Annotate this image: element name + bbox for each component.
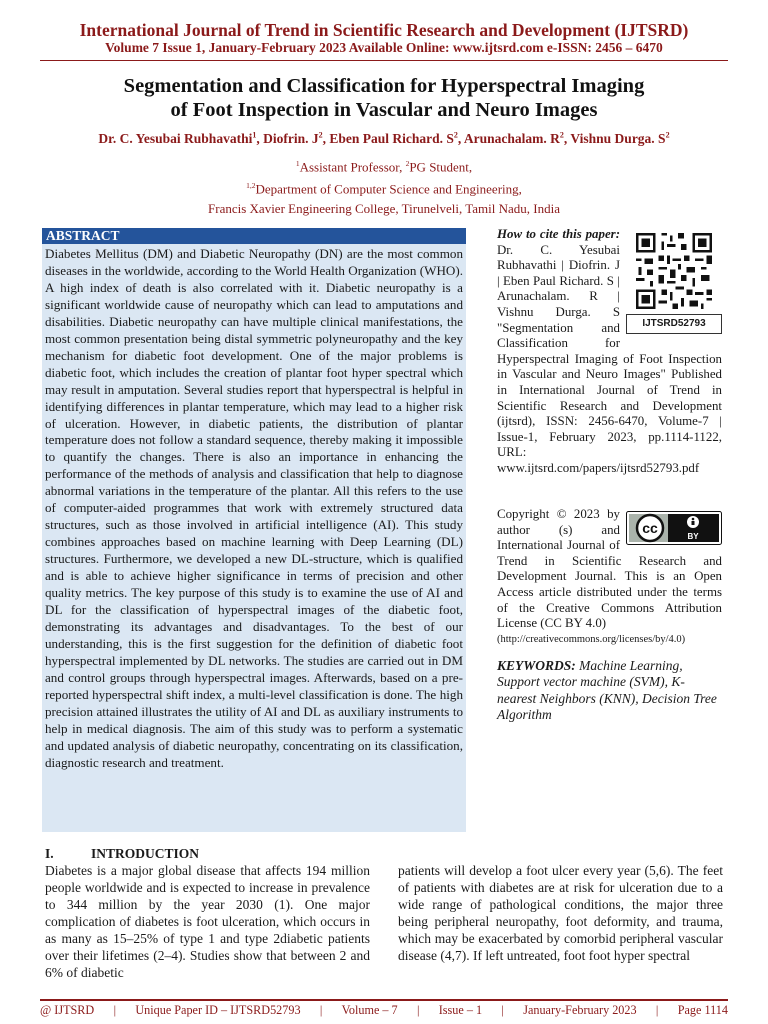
license-url[interactable]: (http://creativecommons.org/licenses/by/4.0) xyxy=(497,633,686,645)
intro-column-right: patients will develop a foot ulcer every year (5,6). The feet of patients with diabetes are at risk for ulceration due to a wide range of pathological conditions, the major three being peripheral neuropathy, foot deformity, and trauma, which may be exacerbated by comorbid peripheral vascular disease (4,7). If left untreated, foot foot hyper spectral xyxy=(398,863,723,963)
footer-date: January-February 2023 xyxy=(523,1003,637,1017)
author: Dr. C. Yesubai Rubhavathi$^1$, xyxy=(98,130,264,146)
abstract-heading: ABSTRACT xyxy=(42,228,466,244)
section-heading-introduction xyxy=(45,846,199,862)
author: Arunachalam. $R^2$, xyxy=(463,130,571,146)
footer-sep: | xyxy=(416,1003,420,1017)
footer-divider xyxy=(40,999,728,1001)
citation-text: Dr. C. Yesubai Rubhavathi | Diofrin. J | Eben Paul Richard. S | Arunachalam. R | Vishnu Durga. S "Segmentation and Classification for Hyperspectral Imaging of Foot Inspection in Vascular and Neuro Images" Published in International Journal of Trend in Scientific Research and Development (ijtsrd), ISSN: 2456-6470, Volume-7 | Issue-1, February 2023, pp.1114-1122, URL: www.ijtsrd.com/papers/ijtsrd52793.pdf xyxy=(497,242,722,475)
journal-header: International Journal of Trend in Scientific Research and Development (IJTSRD) xyxy=(79,20,689,40)
cc-badge-text: cc xyxy=(642,520,658,536)
section-title: INTRODUCTION xyxy=(91,846,200,861)
header-divider xyxy=(40,60,728,61)
copyright-block xyxy=(497,507,722,647)
affiliations xyxy=(0,154,768,218)
qr-code-icon xyxy=(633,230,715,312)
copyright-text: Copyright © 2023 by author (s) and International Journal of Trend in Scientific Research and Development Journal. This is an Open Access article distributed under the terms of the Creative Commons Attribution License (CC BY 4.0) xyxy=(497,507,722,631)
footer-sep: | xyxy=(113,1003,117,1017)
footer-sep: | xyxy=(501,1003,504,1017)
title-line-1: Segmentation and Classification for Hyperspectral Imaging xyxy=(123,75,645,97)
by-badge-text: BY xyxy=(687,532,699,541)
paper-title xyxy=(0,74,768,122)
footer-sep: | xyxy=(655,1003,659,1017)
paper-id-label: IJTSRD52793 xyxy=(626,314,722,334)
citation-block xyxy=(497,227,722,477)
abstract-box xyxy=(42,228,466,832)
footer-volume: Volume – 7 xyxy=(341,1003,398,1017)
issue-line: Volume 7 Issue 1, January-February 2023 Available Online: www.ijtsrd.com e-ISSN: 2456 – 6470 xyxy=(105,40,663,55)
footer-paper-id: Unique Paper ID – IJTSRD52793 xyxy=(135,1003,301,1017)
section-number: I. xyxy=(45,846,54,861)
author-list xyxy=(0,130,768,147)
page-footer xyxy=(40,1003,728,1018)
author: Eben Paul Richard. $S^2$, xyxy=(329,130,464,146)
footer-sep: | xyxy=(319,1003,323,1017)
cc-by-license-icon xyxy=(626,511,722,545)
keywords-block xyxy=(497,658,722,724)
author: Vishnu Durga. $S^2$ xyxy=(570,130,670,146)
keywords-label: KEYWORDS: xyxy=(497,658,576,673)
affiliation-roles: $^1$Assistant Professor, $^2$PG Student, xyxy=(295,159,473,175)
author: Diofrin. $J^2$, xyxy=(263,130,330,146)
footer-issue: Issue – 1 xyxy=(438,1003,483,1017)
affiliation-college: Francis Xavier Engineering College, Tirunelveli, Tamil Nadu, India xyxy=(208,200,560,216)
qr-block xyxy=(626,230,722,334)
footer-page-number: Page 1114 xyxy=(677,1003,728,1017)
intro-column-left: Diabetes is a major global disease that affects 194 million people worldwide and is expected to increase in prevalence to 344 million by the year 2030 (1). One major complication of diabetes is foot ulceration, which occurs in as many as 15–25% of type 1 and type 2diabetic patients over their lifetimes (2–4). Studies show that between 2 and 6% of diabetic xyxy=(45,863,370,980)
title-line-2: of Foot Inspection in Vascular and Neuro Images xyxy=(170,99,598,121)
footer-journal: @ IJTSRD xyxy=(40,1003,95,1017)
citation-label: How to cite this paper: xyxy=(497,227,620,241)
keywords-text: Machine Learning, Support vector machine (SVM), K-nearest Neighbors (KNN), Decision Tree Algorithm xyxy=(497,658,717,723)
affiliation-department: $^{1,2}$Department of Computer Science and Engineering, xyxy=(246,181,522,197)
abstract-text: Diabetes Mellitus (DM) and Diabetic Neuropathy (DN) are the most common diseases in the worldwide, according to the World Health Organization (WHO). A high index of death is also correlated with it. Diabetic neuropathy is a significant worldwide cause of neuropathy which can lead to amputations and disabilities. Diabetic neuropathy can have multiple clinical manifestations, the most common presentation being distal symmetric polyneuropathy and the key mechanism for diabetic foot development. One of the major problems is diabetic foot, which includes the creation of plantar foot hyper spectral which may result in amputation. Several studies report that hyperspectral is helpful in identifying differences in plantar temperature, which may lead to a higher risk of ulceration. However, in diabetic patients, the distribution of plantar temperature does not follow a standard sequence, thereby making it impossible to quantify the changes. There is also an importance in enhancing the performance of the methods of analysis and classification that help to diagnose abnormal variations in the temperature of the plantar. All this refers to the use of computer-aided programmes that work with extremely structured data structures, such as those involved in artificial intelligence (AI). This study combines approaches based on machine learning with Deep Learning (DL) structures. Furthermore, we developed a new DL-structure, which is qualified and is able to achieve higher significance in terms of precision and other quality metrics. The key purpose of this study is to examine the use of AI and DL for the classification of hyperspectral images of the diabetic foot, demonstrating its advantages and disadvantages. To the best of our understanding, this is the first suggestion for the definition of diabetic foot hyperspectral implemented by DL networks. The studies are carried out in DM and control groups through hyperspectral images. Afterwards, based on a pre-reported hyperspectral shift index, a multi-level classification is done. The high precision attained illustrates the utility of AI and DL as auxiliary instruments to help in medical diagnosis. The aim of this study was to perform a systematic and updated analysis of diabetic neuropathy, concentrating on its classification, diagnostic research and treatment. xyxy=(45,246,463,770)
